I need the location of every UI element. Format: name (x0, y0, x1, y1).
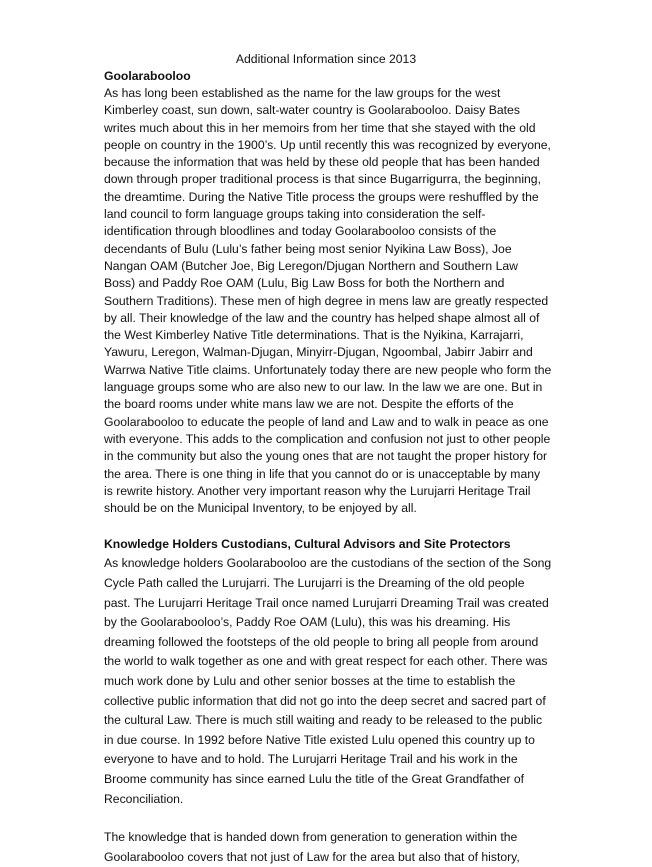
section-heading-goolarabooloo: Goolarabooloo (104, 69, 191, 83)
section-heading-knowledge-holders: Knowledge Holders Custodians, Cultural Advisors and Site Protectors (104, 537, 511, 552)
section-body-knowledge-continued: The knowledge that is handed down from generation to generation within the Goolarabooloo covers that not just of Law for the area but also that of history, (104, 830, 520, 864)
document-content (104, 67, 552, 867)
section-goolarabooloo (104, 67, 552, 517)
section-body-knowledge-holders: As knowledge holders Goolarabooloo are the custodians of the section of the Song Cycle Path called the Lurujarri. The Lurujarri is the Dreaming of the old people past. The Lurujarri Heritage Trail once named Lurujarri Dreaming Trail was created by the Goolarabooloo’s, Paddy Roe OAM (Lulu), this was his dreaming. His dreaming followed the footsteps of the old people to bring all people from around the world to walk together as one and with great respect for each other. There was much work done by Lulu and other senior bosses at the time to establish the collective public information that did not go into the deep secret and sacred part of the cultural Law. There is much still waiting and ready to be released to the public in due course. In 1992 before Native Title existed Lulu opened this country up to everyone to have and to hold. The Lurujarri Heritage Trail and his work in the Broome community has since earned Lulu the title of the Great Grandfather of Reconciliation. (104, 556, 552, 806)
section-body-goolarabooloo: As has long been established as the name for the law groups for the west Kimberley coast, sun down, salt-water country is Goolarabooloo. Daisy Bates writes much about this in her memoirs from her time that she stayed with the old people on country in the 1900’s. Up until recently this was recognized by everyone, because the information that was held by these old people that has been handed down through proper traditional process is that since Bugarrigurra, the beginning, the dreamtime. During the Native Title process the groups were reshuffled by the land council to form language groups taking into consideration the self-identification through bloodlines and today Goolarabooloo consists of the decendants of Bulu (Lulu’s father being most senior Nyikina Law Boss), Joe Nangan OAM (Butcher Joe, Big Leregon/Djugan Northern and Southern Law Boss) and Paddy Roe OAM (Lulu, Big Law Boss for both the Northern and Southern Traditions). These men of high degree in mens law are greatly respected by all. Their knowledge of the law and the country has helped shape almost all of the West Kimberley Native Title determinations. That is the Nyikina, Karrajarri, Yawuru, Leregon, Walman-Djugan, Minyirr-Djugan, Ngoombal, Jabirr Jabirr and Warrwa Native Title claims. Unfortunately today there are new people who form the language groups some who are also new to our law. In the law we are one. But in the board rooms under white mans law we are not. Despite the efforts of the Goolarabooloo to educate the people of land and Law and to walk in peace as one with everyone. This adds to the complication and confusion not just to other people in the community but also the young ones that are not taught the proper history for the area. There is one thing in life that you cannot do or is unacceptable by many is rewrite history. Another very important reason why the Lurujarri Heritage Trail should be on the Municipal Inventory, to be enjoyed by all. (104, 86, 552, 516)
section-knowledge-holders (104, 534, 552, 867)
page-header: Additional Information since 2013 (235, 52, 417, 66)
